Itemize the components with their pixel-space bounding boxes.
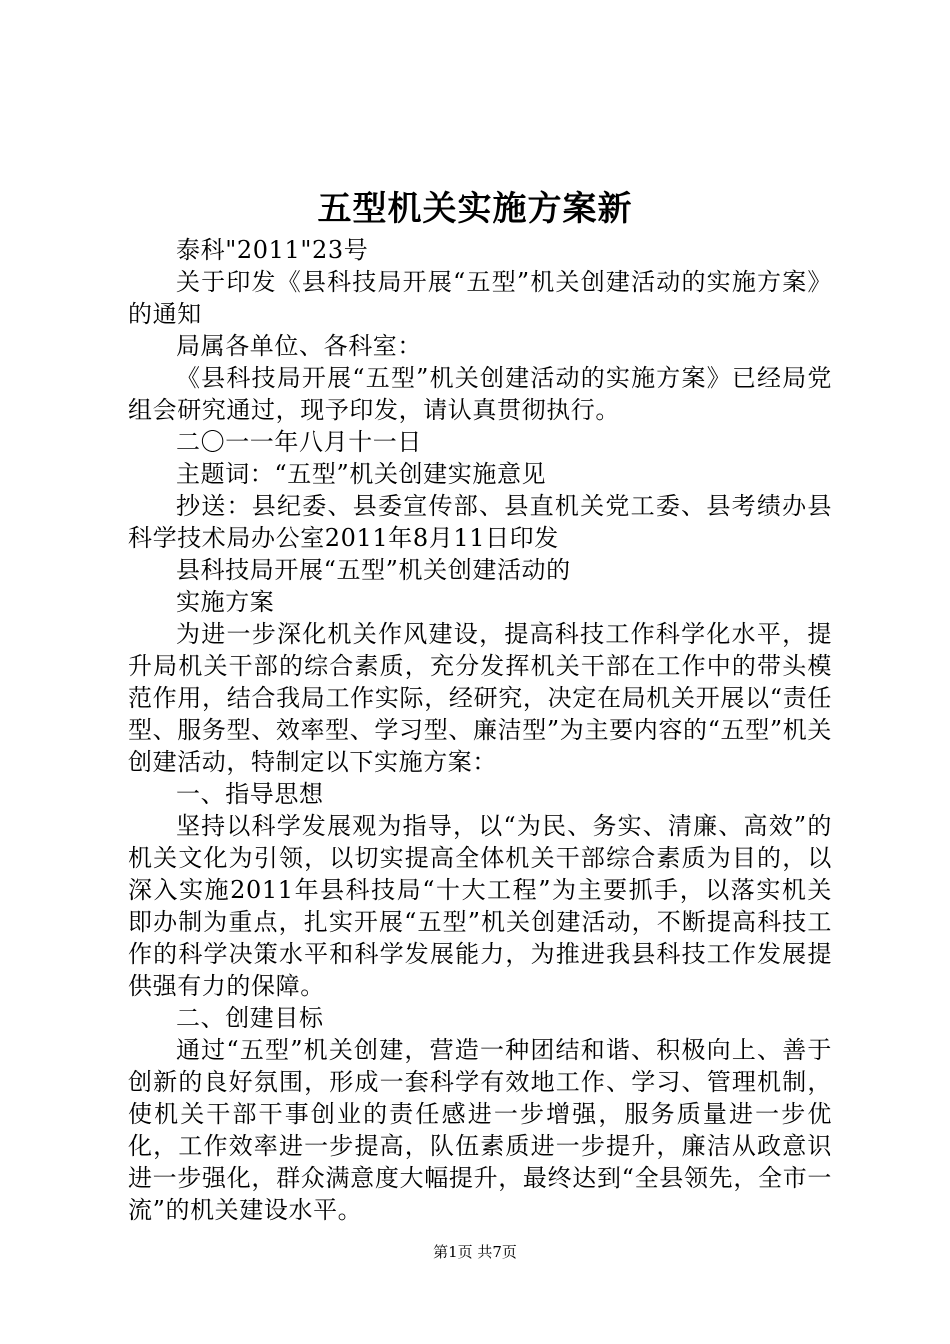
subject-keywords: 主题词：“五型”机关创建实施意见: [176, 460, 547, 488]
notice-body: 《县科技局开展“五型”机关创建活动的实施方案》已经局党组会研究通过，现予印发，请认真贯彻执行。: [128, 364, 832, 424]
section-heading-1: 一、指导思想: [176, 780, 324, 808]
recipients: 局属各单位、各科室：: [176, 332, 422, 360]
plan-title-line-2: 实施方案: [176, 588, 275, 616]
section-1-paragraph: 坚持以科学发展观为指导，以“为民、务实、清廉、高效”的机关文化为引领，以切实提高全体机关干部综合素质为目的，以深入实施2011年县科技局“十大工程”为主要抓手，以落实机关即办制为重点，扎实开展“五型”机关创建活动，不断提高科技工作的科学决策水平和科学发展能力，为推进我县科技工作发展提供强有力的保障。: [128, 812, 832, 1000]
notice-date: 二〇一一年八月十一日: [176, 428, 422, 456]
document-title: 五型机关实施方案新: [317, 189, 633, 229]
page-number-footer: 第1页 共7页: [433, 1243, 517, 1261]
section-heading-2: 二、创建目标: [176, 1004, 324, 1032]
section-2-paragraph: 通过“五型”机关创建，营造一种团结和谐、积极向上、善于创新的良好氛围，形成一套科学有效地工作、学习、管理机制，使机关干部干事创业的责任感进一步增强，服务质量进一步优化，工作效率进一步提高，队伍素质进一步提升，廉洁从政意识进一步强化，群众满意度大幅提升，最终达到“全县领先，全市一流”的机关建设水平。: [128, 1036, 832, 1224]
document-body: [128, 234, 832, 1226]
notice-heading: 关于印发《县科技局开展“五型”机关创建活动的实施方案》的通知: [128, 268, 832, 328]
cc-line: 抄送：县纪委、县委宣传部、县直机关党工委、县考绩办县科学技术局办公室2011年8月11日印发: [128, 492, 832, 552]
plan-title-line-1: 县科技局开展“五型”机关创建活动的: [176, 556, 571, 584]
doc-number: 泰科"2011"23号: [176, 236, 369, 264]
intro-paragraph: 为进一步深化机关作风建设，提高科技工作科学化水平，提升局机关干部的综合素质，充分发挥机关干部在工作中的带头模范作用，结合我局工作实际，经研究，决定在局机关开展以“责任型、服务型、效率型、学习型、廉洁型”为主要内容的“五型”机关创建活动，特制定以下实施方案：: [128, 620, 832, 776]
